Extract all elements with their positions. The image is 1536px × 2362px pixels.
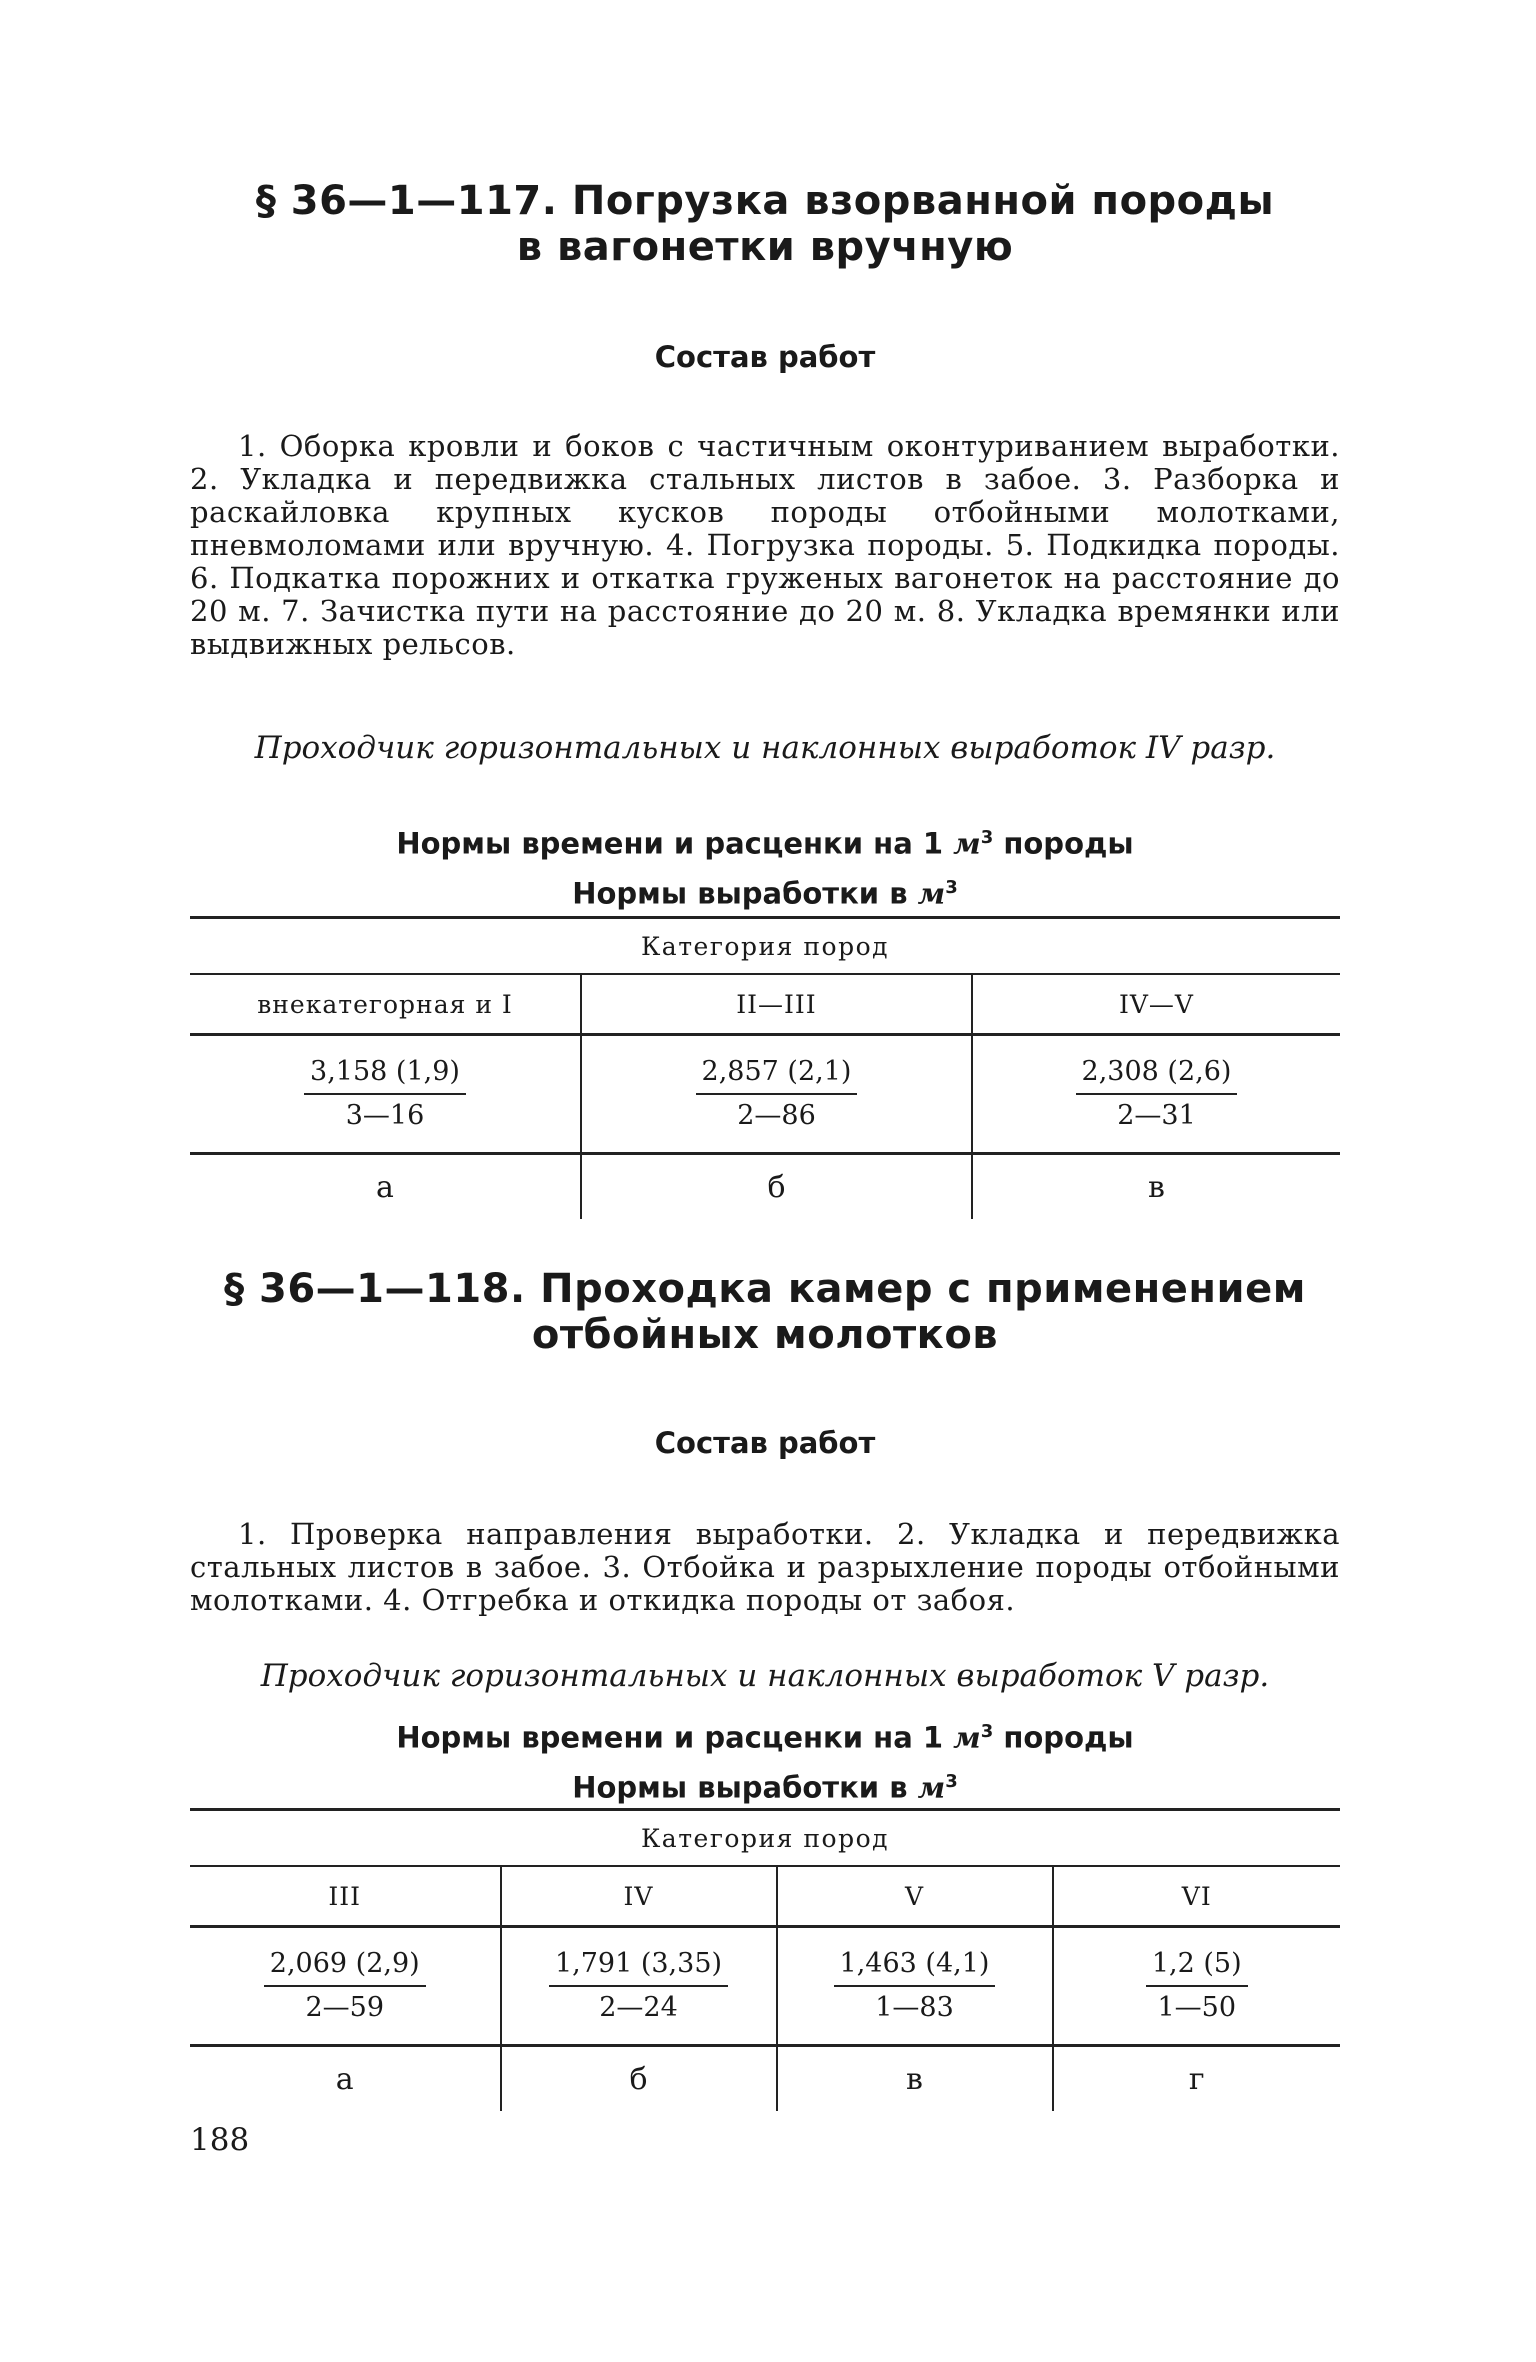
norm-time: 1,791 (3,35) xyxy=(549,1945,728,1987)
norm-rate: 1—83 xyxy=(875,1992,954,2023)
norm-cell xyxy=(581,1035,972,1154)
page-number: 188 xyxy=(190,2122,250,2158)
section-117-title xyxy=(190,178,1340,270)
category-header: Категория пород xyxy=(190,1810,1340,1867)
column-label: а xyxy=(376,1169,394,1205)
column-label: в xyxy=(777,2046,1053,2112)
norm-rate: 2—59 xyxy=(305,1992,385,2023)
norm-rate: 3—16 xyxy=(345,1100,425,1131)
norm-cell xyxy=(1053,1927,1341,2046)
section-117-title-line1: § 36—1—117. Погрузка взорванной породы xyxy=(255,178,1275,224)
norm-time: 2,069 (2,9) xyxy=(264,1945,426,1987)
section-118-worker: Проходчик горизонтальных и наклонных выработок V разр. xyxy=(260,1658,1270,1694)
section-118-norms-table xyxy=(190,1808,1340,2111)
section-118-works-heading: Состав работ xyxy=(654,1426,876,1460)
column-label: а xyxy=(335,2061,354,2097)
section-117-worker: Проходчик горизонтальных и наклонных выработок IV разр. xyxy=(254,730,1276,766)
column-header: II—III xyxy=(581,974,972,1035)
section-118-norms-heading: Нормы времени и расценки на 1 $м^3$ породы Нормы выработки в $м^3$ xyxy=(396,1720,1134,1805)
section-117-works-text: 1. Оборка кровли и боков с частичным оконтуриванием выработки. 2. Укладка и передвижка стальных листов в забое. 3. Разборка и раскайловка крупных кусков породы отбойными молотками, пневмоломами или вручную. 4. Погрузка породы. 5. Подкидка породы. 6. Подкатка порожних и откатка груженых вагонеток на расстояние до 20 м. 7. Зачистка пути на расстояние до 20 м. 8. Укладка времянки или выдвижных рельсов. xyxy=(190,429,1340,661)
column-label: б xyxy=(581,1154,972,1220)
norm-rate: 2—86 xyxy=(737,1100,816,1131)
section-118-title-line2: отбойных молотков xyxy=(531,1312,999,1358)
column-label: в xyxy=(972,1154,1340,1220)
norm-time: 2,308 (2,6) xyxy=(1076,1053,1238,1095)
category-header: Категория пород xyxy=(190,918,1340,975)
norm-cell xyxy=(972,1035,1340,1154)
norm-time: 2,857 (2,1) xyxy=(696,1053,858,1095)
norm-time: 1,2 (5) xyxy=(1146,1945,1248,1987)
norm-cell xyxy=(190,1035,581,1154)
norm-rate: 2—31 xyxy=(1117,1100,1196,1131)
norm-rate: 2—24 xyxy=(599,1992,678,2023)
section-117-title-line2: в вагонетки вручную xyxy=(516,224,1014,270)
norm-cell xyxy=(501,1927,777,2046)
norm-cell xyxy=(777,1927,1053,2046)
norm-time: 3,158 (1,9) xyxy=(304,1053,466,1095)
section-117-norms-table xyxy=(190,916,1340,1219)
section-118-works-text: 1. Проверка направления выработки. 2. Укладка и передвижка стальных листов в забое. 3. Отбойка и разрыхление породы отбойными молотками. 4. Отгребка и откидка породы от забоя. xyxy=(190,1517,1340,1617)
column-header: IV xyxy=(501,1866,777,1927)
column-header: VI xyxy=(1053,1866,1341,1927)
section-118-title xyxy=(190,1266,1340,1358)
section-117-norms-heading: Нормы времени и расценки на 1 $м^3$ породы Нормы выработки в $м^3$ xyxy=(396,826,1134,911)
column-header: IV—V xyxy=(972,974,1340,1035)
column-label: г xyxy=(1053,2046,1341,2112)
section-117-works-heading: Состав работ xyxy=(654,340,876,374)
column-header: III xyxy=(190,1866,501,1927)
column-header: внекатегорная и I xyxy=(190,974,581,1035)
norm-time: 1,463 (4,1) xyxy=(834,1945,996,1987)
column-label: б xyxy=(501,2046,777,2112)
section-118-title-line1: § 36—1—118. Проходка камер с применением xyxy=(224,1266,1306,1312)
norm-rate: 1—50 xyxy=(1157,1992,1237,2023)
norm-cell xyxy=(190,1927,501,2046)
column-header: V xyxy=(777,1866,1053,1927)
